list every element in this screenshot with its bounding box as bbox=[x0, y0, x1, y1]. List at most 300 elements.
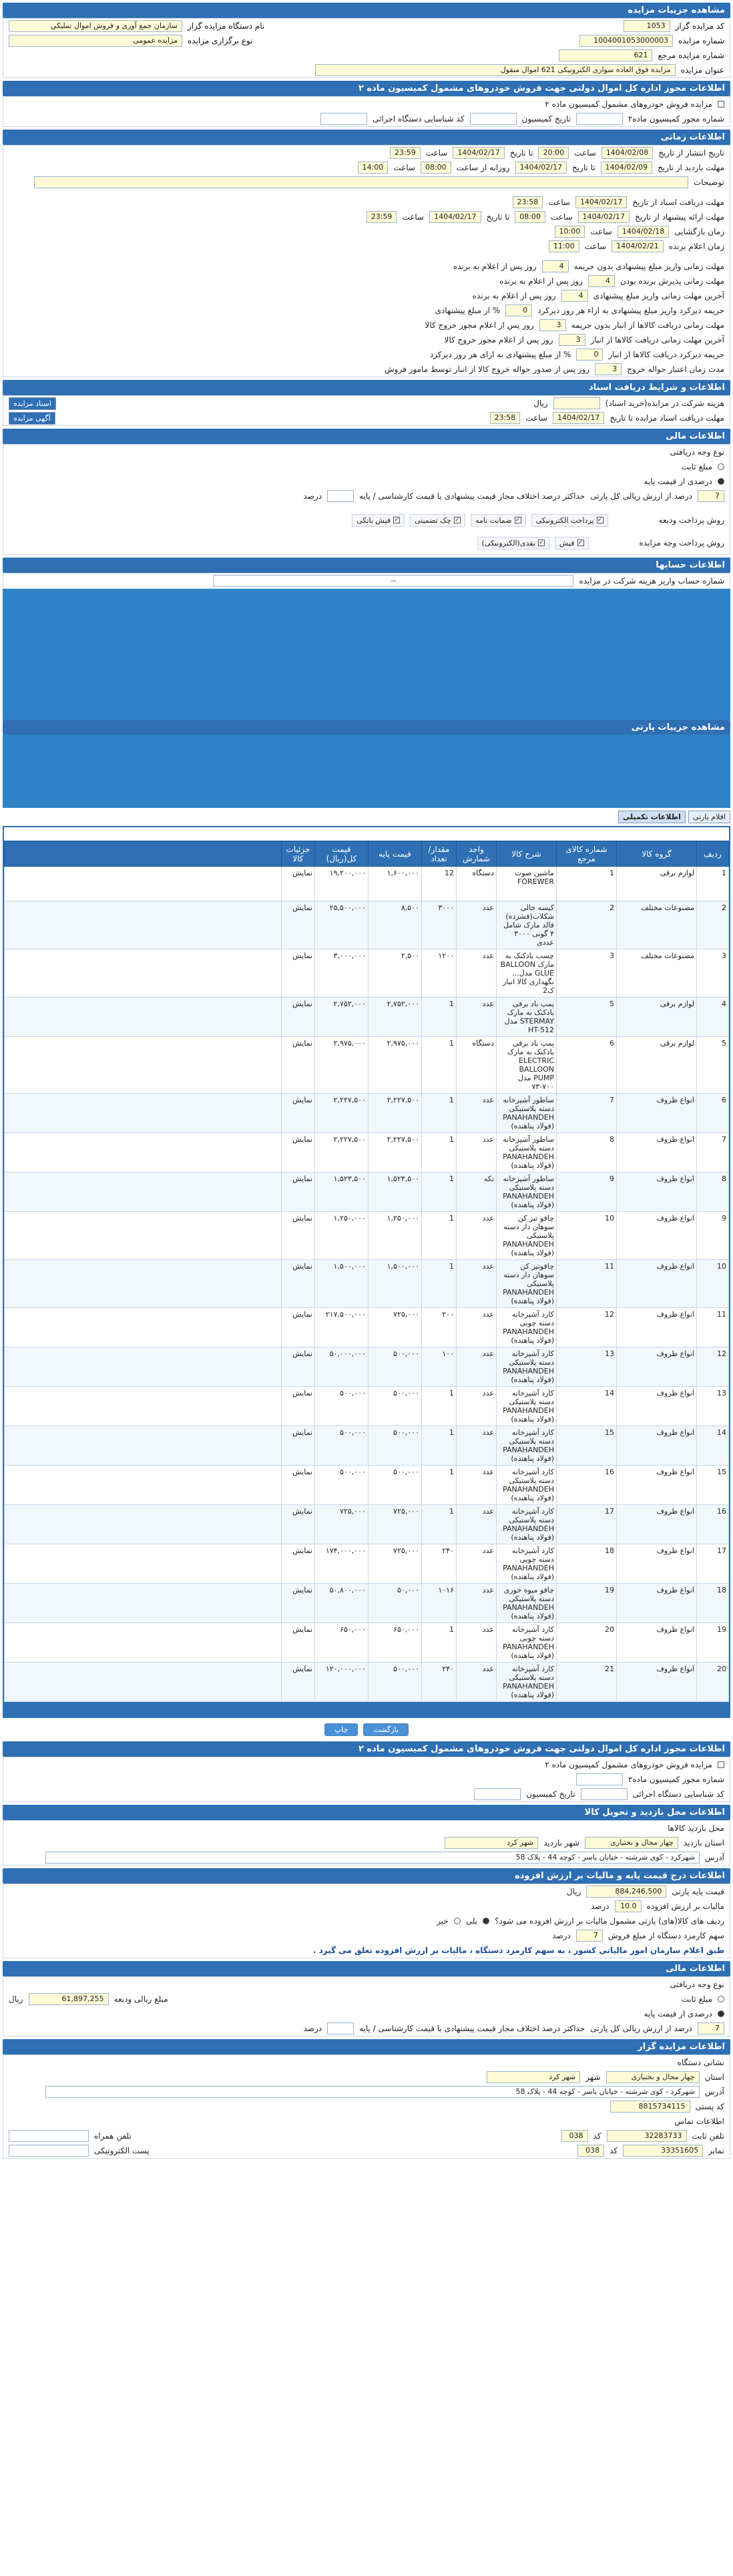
table-cell: ۷۲۵,۰۰۰ bbox=[315, 1505, 369, 1544]
rial-label: ریال bbox=[566, 1887, 581, 1896]
max-diff-field bbox=[327, 490, 354, 502]
visit-to: 1404/02/17 bbox=[515, 162, 567, 174]
city-label: شهر بازدید bbox=[543, 1838, 579, 1848]
deadline-unit: روز پس از صدور حواله خروج کالا از انبار توسط مامور فروش bbox=[385, 365, 590, 374]
table-cell: ساطور آشپزخانه دسته پلاستیکی PANAHANDEH (فولاد پناهنده) bbox=[497, 1172, 557, 1212]
city2-label: شهر bbox=[585, 2073, 601, 2082]
daily-to: 14:00 bbox=[358, 162, 389, 174]
code-label: کد مزایده گزار bbox=[675, 21, 724, 31]
table-cell: ۵۰,۰۰۰,۰۰۰ bbox=[315, 1347, 369, 1387]
table-cell: ماشین صوت FOREWER bbox=[497, 867, 557, 901]
deadlines-list bbox=[3, 259, 730, 377]
table-cell: 16 bbox=[557, 1466, 617, 1505]
tax-label: مالیات بر ارزش افزوده bbox=[646, 1902, 724, 1911]
table-cell: کارد آشپزخانه دسته پلاستیکی PANAHANDEH (فولاد پناهنده) bbox=[497, 1505, 557, 1544]
table-row bbox=[5, 1347, 729, 1387]
column-header: جزئیات کالا bbox=[282, 841, 315, 867]
column-header: مقدار/ تعداد bbox=[422, 841, 457, 867]
table-cell: کارد آشپزخانه دسته پلاستیکی PANAHANDEH (فولاد پناهنده) bbox=[497, 1663, 557, 1702]
table-cell: ۲۴۰ bbox=[422, 1663, 457, 1702]
deadline-row bbox=[3, 303, 730, 318]
phone-label: تلفن ثابت bbox=[692, 2131, 724, 2141]
deposit-type-label: نوع وجه دریافتی bbox=[670, 447, 724, 457]
item-details-link[interactable]: نمایش bbox=[282, 1133, 315, 1172]
table-row bbox=[5, 1623, 729, 1663]
tax-no-label: خیر bbox=[437, 1916, 449, 1926]
item-details-link[interactable]: نمایش bbox=[282, 1308, 315, 1347]
item-details-link[interactable]: نمایش bbox=[282, 1663, 315, 1702]
table-cell: انواع ظروف bbox=[617, 1426, 697, 1466]
item-details-link[interactable]: نمایش bbox=[282, 949, 315, 998]
doc-deadline-label: مهلت دریافت اسناد مزایده تا تاریخ bbox=[609, 413, 724, 423]
base-label: قیمت پایه پارتی bbox=[672, 1887, 724, 1896]
table-cell: انواع ظروف bbox=[617, 1347, 697, 1387]
table-cell: 7 bbox=[697, 1133, 729, 1172]
hour-label: ساعت bbox=[548, 198, 570, 207]
table-row bbox=[5, 1037, 729, 1094]
to-label: تا تاریخ bbox=[486, 212, 510, 222]
table-cell: 20 bbox=[697, 1663, 729, 1702]
table-row bbox=[5, 1308, 729, 1347]
item-details-link[interactable]: نمایش bbox=[282, 1505, 315, 1544]
deadline-unit: روز پس از اعلام به برنده bbox=[453, 262, 537, 271]
table-cell: کارد آشپزخانه دسته پلاستیکی PANAHANDEH (فولاد پناهنده) bbox=[497, 1426, 557, 1466]
table-cell: عدد bbox=[457, 1663, 497, 1702]
doc-recv-label: مهلت دریافت اسناد از تاریخ bbox=[632, 198, 724, 207]
table-row bbox=[5, 1172, 729, 1212]
publish-to: 1404/02/17 bbox=[453, 147, 504, 159]
table-cell: 19 bbox=[697, 1623, 729, 1663]
table-cell: ساطور آشپزخانه دسته پلاستیکی PANAHANDEH (فولاد پناهنده) bbox=[497, 1133, 557, 1172]
lower-perm-date-field bbox=[474, 1788, 521, 1800]
pay-slip[interactable]: ✓ فیش بانکی bbox=[352, 514, 405, 527]
table-cell-spacer bbox=[5, 1584, 282, 1623]
table-cell: ۷۲۵,۰۰۰ bbox=[369, 1544, 422, 1584]
table-cell: ۲,۵۰۰ bbox=[369, 949, 422, 998]
table-cell-spacer bbox=[5, 1260, 282, 1308]
table-cell: عدد bbox=[457, 1387, 497, 1426]
print-button[interactable]: چاپ bbox=[324, 1723, 358, 1736]
table-cell: عدد bbox=[457, 1308, 497, 1347]
table-cell: عدد bbox=[457, 1544, 497, 1584]
table-cell: کیسه خالی شکلات(فشرده) فالد مارک شامل ۴ گونی ۳۰۰۰ عددی bbox=[497, 901, 557, 949]
tax-yes-radio[interactable] bbox=[483, 1918, 489, 1924]
deadline-unit: روز پس از اعلام مجوز خروج کالا bbox=[425, 320, 534, 330]
lower-deposit-type-label: نوع وجه دریافتی bbox=[670, 1980, 724, 1989]
hour-label: ساعت bbox=[550, 212, 573, 222]
ref-value: 621 bbox=[559, 49, 652, 61]
table-cell: 1 bbox=[422, 1623, 457, 1663]
hour-label: ساعت bbox=[525, 413, 547, 423]
province2-value: چهار محال و بختیاری bbox=[606, 2071, 700, 2083]
table-cell: 5 bbox=[557, 998, 617, 1037]
deadline-value: 4 bbox=[542, 260, 569, 272]
column-header: قیمت پایه bbox=[369, 841, 422, 867]
base-value: 884,246,500 bbox=[586, 1886, 666, 1898]
table-cell: عدد bbox=[457, 1623, 497, 1663]
table-row bbox=[5, 1212, 729, 1260]
deadline-value: 3 bbox=[539, 319, 566, 331]
item-details-link[interactable]: نمایش bbox=[282, 867, 315, 901]
docs-button[interactable]: اسناد مزایده bbox=[9, 397, 56, 410]
percent-label: درصد bbox=[303, 2024, 322, 2033]
table-cell: کارد آشپزخانه دسته چوبی PANAHANDEH (فولاد پناهنده) bbox=[497, 1308, 557, 1347]
table-cell: 10 bbox=[557, 1212, 617, 1260]
table-cell: عدد bbox=[457, 1212, 497, 1260]
perm-date-label: تاریخ کمیسیون bbox=[521, 114, 571, 124]
pct-radio[interactable] bbox=[718, 478, 724, 485]
deadline-label: مهلت زمانی پذیرش برنده بودن bbox=[620, 276, 724, 286]
table-cell: ۲,۹۷۵,۰۰۰ bbox=[369, 1037, 422, 1094]
table-cell: عدد bbox=[457, 1094, 497, 1133]
section-header-docs: اطلاعات و شرایط دریافت اسناد bbox=[3, 380, 730, 395]
permit-checkbox[interactable] bbox=[718, 101, 724, 108]
deadline-value: 0 bbox=[576, 349, 603, 361]
table-cell: ۷۲۵,۰۰۰ bbox=[369, 1505, 422, 1544]
lower-pct-label: درصدی از قیمت پایه bbox=[644, 2009, 712, 2018]
to-label: تا تاریخ bbox=[571, 163, 595, 172]
table-cell: 2 bbox=[697, 901, 729, 949]
tab-items[interactable]: اقلام پارتی bbox=[688, 811, 730, 823]
table-cell: ۲,۹۷۵,۰۰۰ bbox=[315, 1037, 369, 1094]
table-row bbox=[5, 1663, 729, 1702]
table-cell-spacer bbox=[5, 1133, 282, 1172]
offer-to: 1404/02/17 bbox=[429, 211, 481, 223]
lower-exec-id-field bbox=[581, 1788, 628, 1800]
section-header-finance: اطلاعات مالی bbox=[3, 429, 730, 444]
table-cell: 11 bbox=[557, 1260, 617, 1308]
item-details-link[interactable]: نمایش bbox=[282, 1426, 315, 1466]
table-cell: لوازم برقی bbox=[617, 1037, 697, 1094]
tax-no-radio[interactable] bbox=[454, 1918, 461, 1924]
exec-id-field[interactable] bbox=[320, 113, 367, 125]
table-cell: ۶۵۰,۰۰۰ bbox=[369, 1623, 422, 1663]
table-cell: ۲,۷۵۲,۰۰۰ bbox=[315, 998, 369, 1037]
tax-yes-label: بلی bbox=[465, 1916, 478, 1926]
table-cell: عدد bbox=[457, 1584, 497, 1623]
auctioneer-header: اطلاعات مزایده گزار bbox=[3, 2039, 730, 2055]
table-cell: کارد آشپزخانه دسته پلاستیکی PANAHANDEH (فولاد پناهنده) bbox=[497, 1466, 557, 1505]
notice-button[interactable]: آگهی مزایده bbox=[9, 412, 55, 425]
table-row bbox=[5, 901, 729, 949]
deadline-row bbox=[3, 288, 730, 303]
table-cell: انواع ظروف bbox=[617, 1094, 697, 1133]
deposit-amount-label: مبلغ ریالی ودیعه bbox=[113, 1994, 168, 2004]
lower-pct-radio[interactable] bbox=[718, 2010, 724, 2017]
table-cell-spacer bbox=[5, 1037, 282, 1094]
number-value: 1004001053000003 bbox=[579, 35, 673, 47]
table-cell: ۱,۲۵۰,۰۰۰ bbox=[369, 1212, 422, 1260]
table-cell: 16 bbox=[697, 1505, 729, 1544]
table-cell: مصنوعات مختلف bbox=[617, 949, 697, 998]
table-cell: 15 bbox=[557, 1426, 617, 1466]
deadline-row bbox=[3, 274, 730, 288]
table-cell: 1 bbox=[422, 1260, 457, 1308]
table-cell: 9 bbox=[557, 1172, 617, 1212]
lower-max-diff-field bbox=[327, 2022, 354, 2034]
pay-electronic[interactable]: ✓ پرداخت الکترونیکی bbox=[531, 514, 608, 527]
exec-id-label: کد شناسایی دستگاه اجرائی bbox=[373, 114, 465, 124]
visit-header: اطلاعات محل بازدید و تحویل کالا bbox=[3, 1805, 730, 1820]
pct-label: درصدی از قیمت پایه bbox=[644, 477, 712, 486]
table-cell: 4 bbox=[697, 998, 729, 1037]
rial-label: ریال bbox=[9, 1994, 23, 2004]
item-details-link[interactable]: نمایش bbox=[282, 1387, 315, 1426]
item-details-link[interactable]: نمایش bbox=[282, 901, 315, 949]
table-cell: ۵۰۰,۰۰۰ bbox=[315, 1387, 369, 1426]
acc-label: شماره حساب واریز هزینه شرکت در مزایده bbox=[579, 576, 724, 586]
table-cell: انواع ظروف bbox=[617, 1308, 697, 1347]
table-cell: ۸,۵۰۰ bbox=[369, 901, 422, 949]
lower-permit-checkbox[interactable] bbox=[718, 1761, 724, 1768]
pay-guarantee[interactable]: ✓ ضمانت نامه bbox=[471, 514, 526, 527]
docs-section bbox=[3, 395, 730, 426]
table-cell-spacer bbox=[5, 1347, 282, 1387]
table-cell: 19 bbox=[557, 1584, 617, 1623]
tax-notice: طبق اعلام سازمان امور مالیاتی کشور ، به سهم کارمزد دستگاه ، مالیات بر ارزش افزوده تعلق می گیرد . bbox=[312, 1946, 724, 1955]
tax-value: 10.0 bbox=[615, 1900, 642, 1912]
auction-details bbox=[3, 18, 730, 78]
mobile-field bbox=[9, 2130, 89, 2142]
lower-perm-no-field bbox=[576, 1773, 623, 1785]
visit-label: مهلت بازدید از تاریخ bbox=[658, 163, 724, 172]
pct-value: 7 bbox=[698, 490, 724, 502]
publish-to-time: 23:59 bbox=[390, 147, 421, 159]
offer-label: مهلت ارائه پیشنهاد از تاریخ bbox=[634, 212, 724, 222]
deadline-label: آخرین مهلت زمانی دریافت کالاها از انبار bbox=[590, 335, 724, 345]
table-cell-spacer bbox=[5, 1623, 282, 1663]
perm-no-field[interactable] bbox=[576, 113, 623, 125]
fax-value: 33351605 bbox=[623, 2145, 703, 2157]
price-section bbox=[3, 1884, 730, 1958]
table-cell: ۱,۵۲۳,۵۰۰ bbox=[369, 1172, 422, 1212]
table-cell-spacer bbox=[5, 1172, 282, 1212]
table-cell: ۲۴۰ bbox=[422, 1544, 457, 1584]
deadline-label: مهلت زمانی واریز مبلغ پیشنهادی بدون جریمه bbox=[573, 262, 724, 271]
table-cell: تکه bbox=[457, 1172, 497, 1212]
perm-date-field[interactable] bbox=[470, 113, 517, 125]
column-header-spacer bbox=[5, 841, 282, 867]
table-cell-spacer bbox=[5, 1387, 282, 1426]
auctioneer-section bbox=[3, 2055, 730, 2159]
table-cell: 3 bbox=[557, 949, 617, 998]
deadline-label: جریمه دیرکرد واریز مبلغ پیشنهادی به ازاء هر روز دیرکرد bbox=[537, 306, 724, 315]
table-row bbox=[5, 1466, 729, 1505]
item-details-link[interactable]: نمایش bbox=[282, 1172, 315, 1212]
table-cell-spacer bbox=[5, 1505, 282, 1544]
back-button[interactable]: بازگشت bbox=[363, 1723, 409, 1736]
open-label: زمان بازگشایی bbox=[674, 227, 724, 236]
table-cell: پمپ باد برقی بادکنک به مارک ELECTRIC BALLOON PUMP مدل ۷۰۰-۷۳ bbox=[497, 1037, 557, 1094]
pay-cheque[interactable]: ✓ چک تضمینی bbox=[410, 514, 465, 527]
lower-fixed-radio[interactable] bbox=[718, 1996, 724, 2002]
city-value: شهر کرد bbox=[445, 1837, 538, 1849]
table-row bbox=[5, 949, 729, 998]
lower-perm-no-label: شماره مجوز کمیسیون ماده۲ bbox=[628, 1775, 724, 1784]
finance-section bbox=[3, 444, 730, 555]
deadline-label: جریمه دیرکرد دریافت کالاها از انبار bbox=[608, 350, 724, 359]
title-value: مزایده فوق العاده سواری الکترونیکی 621 اموال منقول bbox=[315, 64, 676, 76]
table-cell: 20 bbox=[557, 1623, 617, 1663]
permit-section bbox=[3, 96, 730, 127]
item-details-link[interactable]: نمایش bbox=[282, 1466, 315, 1505]
table-cell: کارد آشپزخانه دسته پلاستیکی PANAHANDEH (فولاد پناهنده) bbox=[497, 1347, 557, 1387]
publish-from: 1404/02/08 bbox=[601, 147, 653, 159]
visit-loc-label: محل بازدید کالاها bbox=[668, 1823, 724, 1833]
hour-label: ساعت bbox=[584, 242, 607, 251]
table-cell: ۵۰,۸۰۰,۰۰۰ bbox=[315, 1584, 369, 1623]
table-cell-spacer bbox=[5, 998, 282, 1037]
deadline-label: آخرین مهلت زمانی واریز مبلغ پیشنهادی bbox=[593, 291, 724, 300]
table-cell: انواع ظروف bbox=[617, 1133, 697, 1172]
table-cell: کارد آشپزخانه دسته چوبی PANAHANDEH (فولاد پناهنده) bbox=[497, 1544, 557, 1584]
deadline-label: مدت زمان اعتبار حواله خروج bbox=[627, 365, 724, 374]
table-cell: 1 bbox=[422, 1037, 457, 1094]
item-details-link[interactable]: نمایش bbox=[282, 1544, 315, 1584]
address-value: شهرکرد - کوی شرشته - خیابان یاسر - کوچه 44 - پلاک 58 bbox=[45, 1852, 700, 1864]
table-cell: ۲۰۰ bbox=[422, 1308, 457, 1347]
table-cell: مصنوعات مختلف bbox=[617, 901, 697, 949]
doc-deadline-time: 23:58 bbox=[490, 412, 521, 424]
table-cell: عدد bbox=[457, 901, 497, 949]
table-cell: 18 bbox=[697, 1584, 729, 1623]
table-cell: انواع ظروف bbox=[617, 1544, 697, 1584]
table-cell: کارد آشپزخانه دسته چوبی PANAHANDEH (فولاد پناهنده) bbox=[497, 1623, 557, 1663]
lower-fin-section bbox=[3, 1976, 730, 2036]
province-value: چهار محال و بختیاری bbox=[585, 1837, 678, 1849]
org-value: سازمان جمع آوری و فروش اموال تمليكي bbox=[9, 20, 182, 32]
table-cell: ۷۲۵,۰۰۰ bbox=[369, 1308, 422, 1347]
fixed-label: مبلغ ثابت bbox=[681, 462, 712, 471]
pay-method-label: روش پرداخت ودیعه bbox=[658, 515, 724, 525]
final-slip[interactable]: ✓ فیش bbox=[555, 537, 589, 550]
table-cell: چسب بادکنک به مارک BALLOON GLUE مدل... نگهداری کالا انبار ک2 bbox=[497, 949, 557, 998]
city2-value: شهر کرد bbox=[487, 2071, 580, 2083]
table-cell: 1 bbox=[422, 1426, 457, 1466]
deadline-value: 3 bbox=[595, 363, 622, 375]
table-cell: ۱۲۰۰ bbox=[422, 949, 457, 998]
table-cell: 12 bbox=[422, 867, 457, 901]
phone-code-label: کد bbox=[593, 2131, 601, 2141]
fixed-radio[interactable] bbox=[718, 463, 724, 470]
item-details-link[interactable]: نمایش bbox=[282, 1584, 315, 1623]
table-cell: 14 bbox=[697, 1426, 729, 1466]
items-table-wrap bbox=[3, 826, 730, 1718]
pct-text: درصد از ارزش ریالی کل پارتی bbox=[590, 491, 692, 501]
tab-extra-info[interactable]: اطلاعات تکمیلی bbox=[618, 811, 686, 823]
table-cell-spacer bbox=[5, 901, 282, 949]
column-header: شماره کالای مرجع bbox=[557, 841, 617, 867]
table-cell: دستگاه bbox=[457, 867, 497, 901]
phone-value: 32283733 bbox=[607, 2130, 687, 2142]
table-cell: 8 bbox=[697, 1172, 729, 1212]
table-cell: 11 bbox=[697, 1308, 729, 1347]
table-cell: ۵۰۰,۰۰۰ bbox=[369, 1347, 422, 1387]
percent-label: درصد bbox=[303, 491, 322, 501]
table-cell: 9 bbox=[697, 1212, 729, 1260]
winner-label: زمان اعلام برنده bbox=[668, 242, 724, 251]
table-row bbox=[5, 867, 729, 901]
table-cell-spacer bbox=[5, 949, 282, 998]
table-row bbox=[5, 998, 729, 1037]
table-cell: ۵۰۰,۰۰۰ bbox=[369, 1466, 422, 1505]
table-cell: 1 bbox=[422, 1505, 457, 1544]
table-cell: چاقو تیز کن سوهان دار دسته پلاستیکی PANAHANDEH (فولاد پناهنده) bbox=[497, 1212, 557, 1260]
table-cell: عدد bbox=[457, 1505, 497, 1544]
tax-question: ردیف های کالا(های) پارتی مشمول مالیات بر ارزش افزوده می شود؟ bbox=[495, 1916, 724, 1926]
hour-label: ساعت bbox=[402, 212, 425, 222]
item-details-link[interactable]: نمایش bbox=[282, 1623, 315, 1663]
email-field bbox=[9, 2145, 89, 2157]
column-header: شرح کالا bbox=[497, 841, 557, 867]
table-cell: عدد bbox=[457, 1466, 497, 1505]
fax-code-label: کد bbox=[609, 2146, 618, 2155]
table-cell: کارد آشپزخانه دسته پلاستیکی PANAHANDEH (فولاد پناهنده) bbox=[497, 1387, 557, 1426]
lower-fixed-label: مبلغ ثابت bbox=[681, 1994, 712, 2004]
table-cell: 12 bbox=[697, 1347, 729, 1387]
deadline-row bbox=[3, 318, 730, 333]
address-label: آدرس bbox=[704, 1853, 724, 1862]
item-details-link[interactable]: نمایش bbox=[282, 998, 315, 1037]
daily-from: 08:00 bbox=[421, 162, 451, 174]
table-cell-spacer bbox=[5, 867, 282, 901]
table-cell-spacer bbox=[5, 1466, 282, 1505]
desc-value bbox=[34, 176, 688, 188]
table-cell: انواع ظروف bbox=[617, 1663, 697, 1702]
visit-from: 1404/02/09 bbox=[601, 162, 652, 174]
table-cell: عدد bbox=[457, 1347, 497, 1387]
winner-date: 1404/02/21 bbox=[612, 240, 663, 252]
publish-from-time: 20:00 bbox=[538, 147, 569, 159]
deadline-unit: روز پس از اعلام به برنده bbox=[472, 291, 556, 300]
lower-permit-header: اطلاعات مجوز اداره کل اموال دولتی جهت فروش خودروهای مشمول کمیسیون ماده ۲ bbox=[3, 1741, 730, 1757]
final-cash[interactable]: ✓ نقدی(الکترونیکی) bbox=[477, 537, 549, 550]
party-tabs bbox=[0, 808, 733, 826]
item-details-link[interactable]: نمایش bbox=[282, 1212, 315, 1260]
table-cell: انواع ظروف bbox=[617, 1466, 697, 1505]
table-cell: انواع ظروف bbox=[617, 1505, 697, 1544]
table-cell: 13 bbox=[697, 1387, 729, 1426]
item-details-link[interactable]: نمایش bbox=[282, 1037, 315, 1094]
column-header: قیمت کل(ریال) bbox=[315, 841, 369, 867]
item-details-link[interactable]: نمایش bbox=[282, 1347, 315, 1387]
fee-value bbox=[553, 397, 600, 409]
fee-label: هزینه شرکت در مزایده(خرید اسناد) bbox=[605, 399, 724, 408]
offer-from: 1404/02/17 bbox=[578, 211, 630, 223]
deadline-unit: روز پس از اعلام به برنده bbox=[499, 276, 583, 286]
phone-code: 038 bbox=[561, 2130, 588, 2142]
org-addr-label: نشانی دستگاه bbox=[677, 2058, 724, 2067]
lower-pct-value: 7 bbox=[698, 2022, 724, 2034]
deadline-unit: % از مبلغ پیشنهادی به ازای هر روز دیرکرد bbox=[429, 350, 571, 359]
table-cell: انواع ظروف bbox=[617, 1387, 697, 1426]
visit-section bbox=[3, 1820, 730, 1866]
table-cell: ۱۷۴,۰۰۰,۰۰۰ bbox=[315, 1544, 369, 1584]
address2-value: شهرکرد - کوی شرشته - خیابان یاسر - کوچه 44 - پلاک 58 bbox=[45, 2086, 700, 2098]
table-cell: 1 bbox=[422, 1133, 457, 1172]
table-cell: 17 bbox=[557, 1505, 617, 1544]
item-details-link[interactable]: نمایش bbox=[282, 1094, 315, 1133]
buyer-share-label: سهم کارمزد دستگاه از مبلغ فروش bbox=[607, 1931, 724, 1940]
table-cell: ۵۰۰,۰۰۰ bbox=[369, 1387, 422, 1426]
table-cell: ۵۰,۰۰۰ bbox=[369, 1584, 422, 1623]
table-row bbox=[5, 1133, 729, 1172]
table-cell: ۶۵۰,۰۰۰ bbox=[315, 1623, 369, 1663]
table-cell: 1 bbox=[422, 1387, 457, 1426]
table-cell: 8 bbox=[557, 1133, 617, 1172]
item-details-link[interactable]: نمایش bbox=[282, 1260, 315, 1308]
lower-exec-id-label: کد شناسایی دستگاه اجرائی bbox=[632, 1789, 724, 1799]
